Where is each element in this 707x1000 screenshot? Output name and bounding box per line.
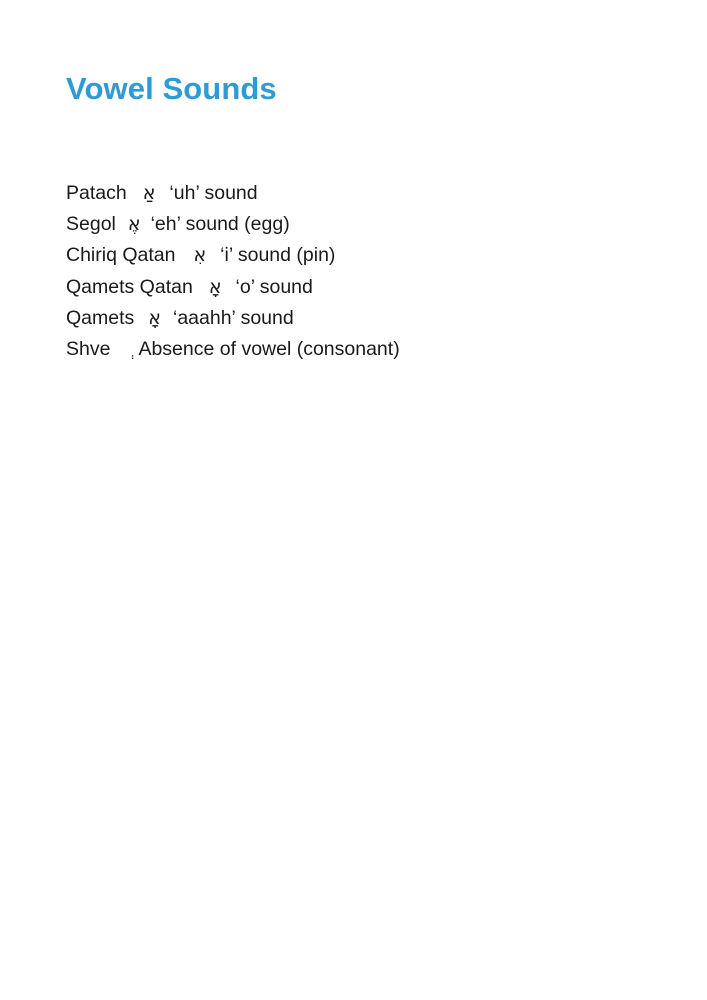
vowel-sounds-list bbox=[66, 178, 666, 365]
vowel-glyph: אַ bbox=[142, 182, 156, 204]
list-item bbox=[66, 178, 666, 209]
vowel-glyph bbox=[122, 334, 130, 365]
vowel-description: ‘i’ sound (pin) bbox=[220, 244, 336, 267]
list-item bbox=[66, 303, 666, 334]
vowel-description: ‘uh’ sound bbox=[169, 182, 258, 204]
vowel-glyph: אָ bbox=[208, 275, 222, 298]
list-item bbox=[66, 240, 666, 271]
vowel-description: Absence of vowel (consonant) bbox=[138, 338, 400, 361]
vowel-glyph: אִ bbox=[193, 244, 207, 267]
vowel-name: Qamets Qatan bbox=[66, 275, 193, 298]
vowel-description: ‘aaahh’ sound bbox=[172, 306, 294, 329]
list-item bbox=[66, 209, 666, 240]
vowel-name: Qamets bbox=[66, 306, 135, 329]
list-item bbox=[66, 272, 666, 303]
vowel-name: Shve bbox=[66, 338, 111, 361]
vowel-name: Chiriq Qatan bbox=[66, 244, 176, 267]
vowel-description: ‘eh’ sound (egg) bbox=[150, 213, 290, 236]
vowel-name: Patach bbox=[66, 182, 127, 204]
vowel-description: ‘o’ sound bbox=[235, 275, 313, 298]
vowel-glyph: אָ bbox=[148, 306, 161, 329]
vowel-name: Segol bbox=[66, 213, 116, 236]
vowel-glyph: אֶ bbox=[127, 213, 141, 236]
list-item bbox=[66, 334, 666, 365]
page-title: Vowel Sounds bbox=[66, 71, 277, 106]
